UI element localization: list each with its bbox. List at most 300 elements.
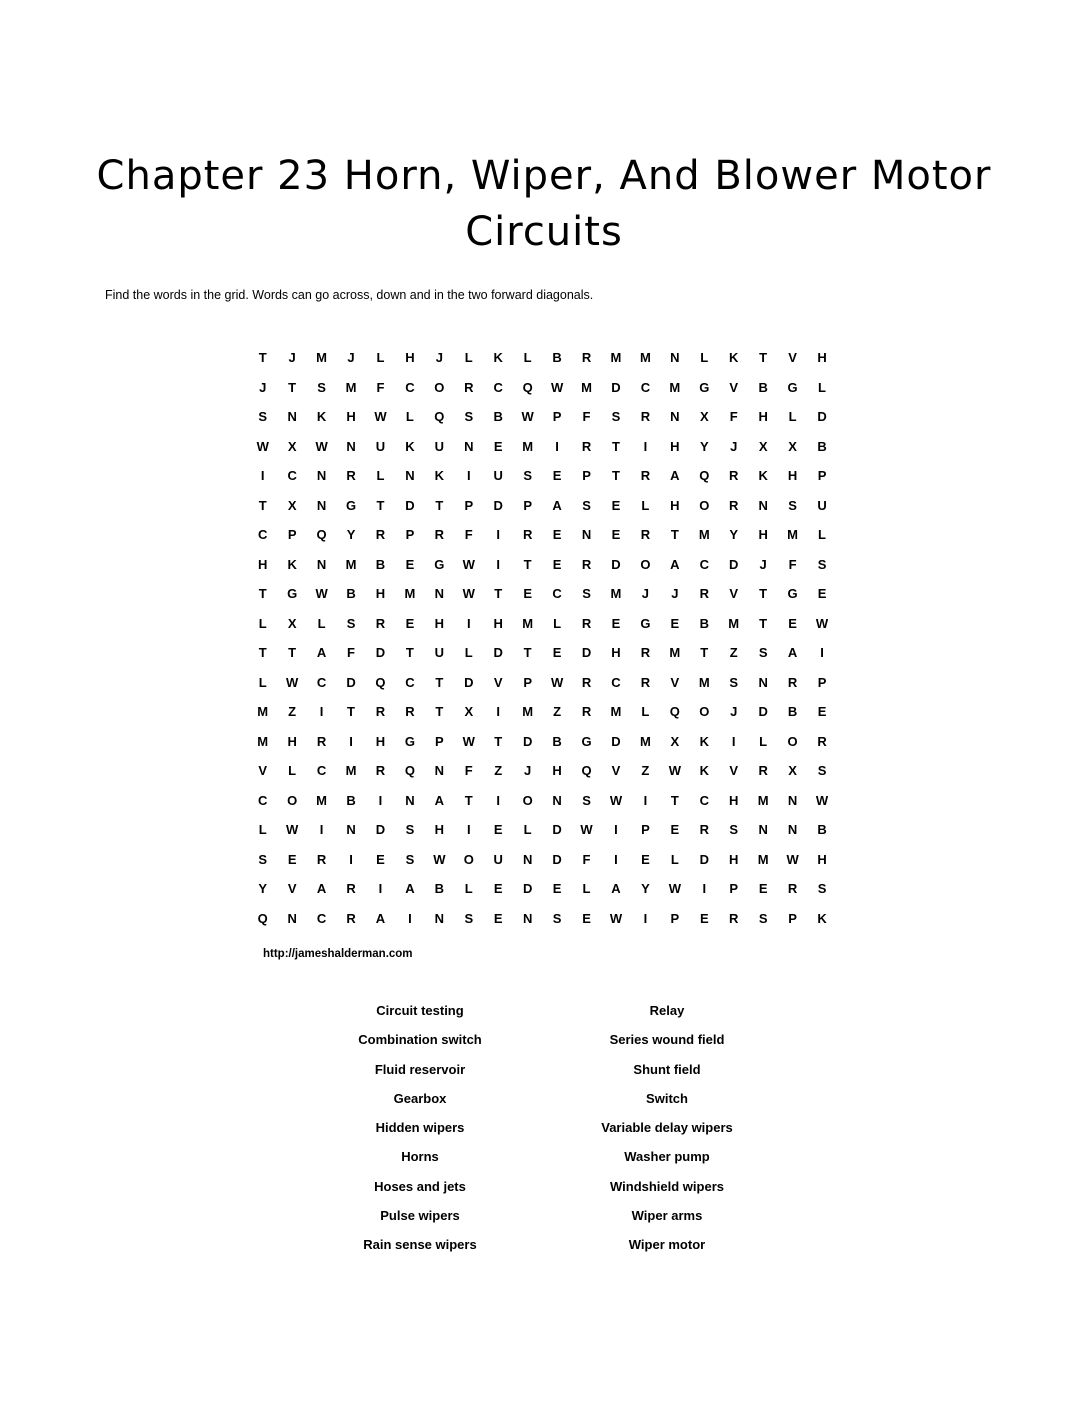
grid-cell: E [788, 615, 797, 631]
grid-cell: H [434, 615, 445, 631]
grid-cell: I [349, 733, 353, 749]
grid-cell: U [375, 438, 386, 454]
grid-cell: B [758, 379, 768, 395]
grid-cell: B [346, 792, 356, 808]
grid-cell: I [614, 851, 618, 867]
grid-cell: W [286, 674, 299, 690]
grid-cell: B [552, 350, 562, 366]
grid-cell: J [641, 586, 650, 602]
grid-cell: H [729, 792, 739, 808]
page-title [0, 148, 1088, 260]
grid-cell: R [581, 556, 592, 572]
grid-cell: H [611, 645, 621, 661]
grid-cell: Y [641, 881, 650, 897]
grid-cell: C [287, 468, 297, 484]
grid-cell: H [729, 851, 739, 867]
grid-cell: I [496, 792, 501, 808]
grid-cell: K [817, 910, 827, 926]
grid-cell: T [494, 586, 503, 602]
grid-cell: W [315, 438, 328, 454]
grid-cell: D [522, 733, 533, 749]
grid-cell: O [463, 851, 474, 867]
grid-cell: S [258, 409, 268, 425]
grid-cell: M [669, 645, 681, 661]
grid-cell: B [346, 586, 356, 602]
grid-cell: L [582, 881, 591, 897]
grid-cell: H [817, 851, 827, 867]
grid-cell: D [522, 881, 533, 897]
grid-cell: R [375, 704, 386, 720]
grid-cell: E [493, 910, 503, 926]
grid-cell: I [496, 527, 501, 543]
grid-cell: H [258, 556, 268, 572]
grid-cell: Q [404, 763, 415, 779]
grid-cell: P [670, 910, 680, 926]
word-list-item: Hidden wipers [375, 1120, 465, 1136]
grid-cell: L [317, 615, 326, 631]
grid-cell: S [758, 645, 768, 661]
grid-cell: F [464, 763, 473, 779]
grid-cell: E [641, 851, 650, 867]
grid-cell: N [787, 792, 798, 808]
grid-cell: V [729, 763, 739, 779]
grid-cell: E [376, 851, 385, 867]
grid-cell: M [522, 704, 534, 720]
grid-cell: M [316, 350, 328, 366]
grid-cell: L [258, 615, 267, 631]
grid-cell: M [757, 851, 769, 867]
grid-cell: Y [346, 527, 356, 543]
grid-cell: P [523, 674, 532, 690]
grid-cell: T [611, 468, 620, 484]
grid-cell: R [375, 763, 386, 779]
grid-cell: E [758, 881, 768, 897]
grid-cell: K [493, 350, 503, 366]
grid-cell: B [817, 438, 827, 454]
grid-cell: D [611, 379, 621, 395]
grid-cell: G [345, 497, 357, 513]
grid-cell: L [464, 645, 473, 661]
grid-cell: E [611, 615, 621, 631]
grid-cell: K [434, 468, 445, 484]
grid-cell: D [464, 674, 474, 690]
grid-cell: N [287, 910, 297, 926]
grid-cell: N [434, 763, 445, 779]
grid-cell: L [759, 733, 768, 749]
grid-cell: U [434, 645, 445, 661]
grid-cell: X [788, 438, 797, 454]
grid-cell: L [670, 851, 679, 867]
grid-cell: D [817, 409, 827, 425]
grid-cell: P [405, 527, 415, 543]
grid-cell: C [316, 763, 327, 779]
grid-cell: D [611, 733, 621, 749]
grid-cell: R [787, 881, 798, 897]
grid-cell: N [316, 497, 327, 513]
grid-cell: W [550, 379, 564, 395]
grid-cell: N [522, 910, 533, 926]
word-list-item: Gearbox [393, 1090, 447, 1106]
grid-cell: S [405, 851, 415, 867]
grid-cell: I [643, 792, 648, 808]
grid-cell: W [668, 881, 681, 897]
grid-cell: B [787, 704, 798, 720]
grid-cell: T [258, 586, 267, 602]
grid-cell: T [258, 645, 267, 661]
grid-cell: C [699, 792, 709, 808]
grid-cell: Z [641, 763, 650, 779]
grid-cell: W [433, 851, 446, 867]
grid-cell: S [464, 910, 474, 926]
grid-cell: M [639, 733, 651, 749]
grid-cell: I [408, 910, 412, 926]
grid-cell: K [758, 468, 768, 484]
grid-cell: Z [729, 645, 738, 661]
grid-cell: B [493, 409, 503, 425]
grid-cell: R [464, 379, 474, 395]
grid-cell: A [787, 645, 798, 661]
grid-cell: N [758, 822, 768, 838]
grid-cell: M [610, 586, 622, 602]
grid-cell: A [405, 881, 415, 897]
grid-cell: T [759, 350, 768, 366]
grid-cell: S [552, 910, 562, 926]
grid-cell: P [552, 409, 562, 425]
grid-cell: E [552, 527, 562, 543]
grid-cell: M [757, 792, 769, 808]
grid-cell: M [610, 350, 622, 366]
grid-cell: V [788, 350, 797, 366]
grid-cell: I [378, 881, 383, 897]
grid-cell: X [699, 409, 709, 425]
grid-cell: N [758, 497, 768, 513]
grid-cell: N [758, 674, 768, 690]
grid-cell: Q [522, 379, 533, 395]
grid-cell: W [815, 792, 829, 808]
grid-cell: E [611, 497, 621, 513]
grid-cell: L [464, 350, 473, 366]
grid-cell: H [787, 468, 798, 484]
page-title-line2: Circuits [465, 209, 623, 255]
grid-cell: S [817, 881, 827, 897]
grid-cell: L [376, 350, 385, 366]
grid-cell: V [729, 379, 739, 395]
grid-cell: R [729, 910, 739, 926]
grid-cell: H [287, 733, 297, 749]
grid-cell: V [729, 586, 739, 602]
grid-cell: A [316, 645, 327, 661]
grid-cell: L [641, 497, 650, 513]
grid-cell: R [581, 615, 592, 631]
grid-cell: P [523, 497, 532, 513]
grid-cell: I [466, 615, 471, 631]
grid-cell: W [609, 910, 623, 926]
grid-cell: R [346, 881, 356, 897]
grid-cell: F [582, 851, 591, 867]
grid-cell: B [552, 733, 562, 749]
grid-cell: R [787, 674, 798, 690]
grid-cell: E [670, 615, 680, 631]
grid-cell: Q [257, 910, 268, 926]
grid-cell: E [552, 556, 562, 572]
grid-cell: B [375, 556, 386, 572]
grid-cell: X [287, 438, 297, 454]
grid-cell: X [287, 615, 297, 631]
grid-cell: N [346, 822, 356, 838]
grid-cell: O [699, 497, 710, 513]
grid-cell: T [288, 379, 297, 395]
grid-cell: N [670, 350, 680, 366]
word-list-item: Windshield wipers [609, 1178, 724, 1194]
grid-cell: N [405, 468, 415, 484]
grid-cell: Z [494, 763, 503, 779]
grid-cell: W [521, 409, 534, 425]
grid-cell: Q [375, 674, 386, 690]
grid-cell: M [404, 586, 416, 602]
grid-cell: S [582, 792, 591, 808]
grid-cell: T [435, 674, 444, 690]
grid-cell: R [375, 615, 386, 631]
grid-cell: W [550, 674, 564, 690]
grid-cell: N [434, 586, 445, 602]
grid-cell: C [258, 792, 268, 808]
grid-cell: R [640, 674, 651, 690]
grid-cell: B [434, 881, 445, 897]
grid-cell: U [434, 438, 445, 454]
grid-cell: L [258, 674, 267, 690]
grid-cell: V [611, 763, 621, 779]
grid-cell: F [729, 409, 738, 425]
grid-cell: S [788, 497, 797, 513]
grid-cell: P [464, 497, 474, 513]
word-list-item: Rain sense wipers [363, 1237, 477, 1253]
grid-cell: O [287, 792, 298, 808]
grid-cell: S [317, 379, 326, 395]
grid-cell: C [611, 674, 621, 690]
source-url: http://jameshalderman.com [263, 948, 413, 960]
grid-cell: X [758, 438, 768, 454]
grid-cell: B [699, 615, 709, 631]
grid-cell: I [731, 733, 736, 749]
grid-cell: D [611, 556, 621, 572]
grid-cell: D [375, 645, 386, 661]
grid-cell: Y [258, 881, 268, 897]
grid-cell: R [316, 733, 327, 749]
grid-cell: E [611, 527, 621, 543]
grid-cell: R [346, 468, 356, 484]
grid-cell: C [405, 379, 415, 395]
grid-cell: E [552, 645, 562, 661]
grid-cell: M [639, 350, 651, 366]
grid-cell: H [817, 350, 827, 366]
grid-cell: A [611, 881, 621, 897]
grid-cell: Z [288, 704, 297, 720]
grid-cell: W [580, 822, 593, 838]
grid-cell: V [493, 674, 503, 690]
grid-cell: F [464, 527, 473, 543]
grid-cell: P [435, 733, 444, 749]
grid-cell: D [405, 497, 415, 513]
grid-cell: I [378, 792, 383, 808]
grid-cell: W [256, 438, 269, 454]
grid-cell: Q [669, 704, 680, 720]
grid-cell: N [405, 792, 415, 808]
grid-cell: R [405, 704, 415, 720]
grid-cell: G [287, 586, 298, 602]
word-list-item: Switch [646, 1090, 688, 1106]
grid-cell: L [788, 409, 797, 425]
grid-cell: U [493, 851, 503, 867]
grid-cell: S [817, 763, 827, 779]
grid-cell: B [817, 822, 827, 838]
grid-cell: N [316, 468, 327, 484]
grid-cell: L [288, 763, 297, 779]
grid-cell: S [582, 586, 591, 602]
grid-cell: E [493, 438, 503, 454]
grid-cell: T [405, 645, 414, 661]
grid-cell: M [698, 674, 710, 690]
grid-cell: T [700, 645, 709, 661]
grid-cell: M [345, 763, 357, 779]
grid-cell: N [316, 556, 327, 572]
grid-cell: A [316, 881, 327, 897]
grid-cell: T [288, 645, 297, 661]
grid-cell: T [376, 497, 385, 513]
grid-cell: H [670, 438, 680, 454]
grid-cell: R [581, 350, 592, 366]
grid-cell: T [759, 586, 768, 602]
grid-cell: E [493, 881, 503, 897]
grid-cell: Y [699, 438, 709, 454]
grid-cell: I [614, 822, 618, 838]
grid-cell: Z [553, 704, 562, 720]
grid-cell: H [758, 527, 768, 543]
word-list-item: Horns [401, 1149, 439, 1165]
grid-cell: I [643, 438, 648, 454]
grid-cell: T [258, 350, 267, 366]
grid-cell: E [699, 910, 709, 926]
grid-cell: J [288, 350, 296, 366]
grid-cell: P [729, 881, 739, 897]
grid-cell: E [817, 704, 827, 720]
grid-cell: D [346, 674, 356, 690]
grid-cell: R [758, 763, 768, 779]
grid-cell: L [405, 409, 414, 425]
grid-cell: Q [581, 763, 592, 779]
grid-cell: T [611, 438, 620, 454]
grid-cell: J [730, 704, 738, 720]
grid-cell: T [523, 556, 532, 572]
grid-cell: W [374, 409, 387, 425]
grid-cell: R [817, 733, 827, 749]
grid-cell: W [462, 586, 475, 602]
grid-cell: W [786, 851, 799, 867]
grid-cell: E [552, 881, 562, 897]
grid-cell: D [758, 704, 768, 720]
grid-cell: I [496, 556, 501, 572]
grid-cell: R [581, 438, 592, 454]
grid-cell: E [405, 556, 415, 572]
grid-cell: U [817, 497, 827, 513]
grid-cell: V [670, 674, 680, 690]
grid-cell: P [641, 822, 650, 838]
grid-cell: N [581, 527, 592, 543]
grid-cell: R [581, 704, 592, 720]
grid-cell: M [316, 792, 328, 808]
grid-cell: T [670, 792, 679, 808]
grid-cell: L [700, 350, 709, 366]
grid-cell: R [640, 645, 651, 661]
grid-cell: J [759, 556, 767, 572]
grid-cell: I [260, 468, 265, 484]
grid-cell: N [787, 822, 798, 838]
grid-cell: K [287, 556, 297, 572]
grid-cell: L [818, 379, 826, 395]
grid-cell: X [464, 704, 474, 720]
grid-cell: W [668, 763, 681, 779]
grid-cell: Q [434, 409, 445, 425]
grid-cell: I [555, 438, 559, 454]
grid-cell: H [346, 409, 356, 425]
grid-cell: T [347, 704, 355, 720]
grid-cell: C [258, 527, 268, 543]
grid-cell: G [699, 379, 710, 395]
grid-cell: S [758, 910, 768, 926]
word-list-item: Hoses and jets [374, 1178, 466, 1194]
word-list-item: Combination switch [358, 1032, 482, 1048]
grid-cell: C [316, 674, 327, 690]
grid-cell: J [730, 438, 738, 454]
grid-cell: P [582, 468, 591, 484]
grid-cell: N [434, 910, 445, 926]
word-list-item: Fluid reservoir [374, 1061, 466, 1077]
instructions-text: Find the words in the grid. Words can go across, down and in the two forward diagonals. [105, 288, 594, 302]
grid-cell: W [815, 615, 829, 631]
grid-cell: E [552, 468, 562, 484]
grid-cell: H [405, 350, 415, 366]
grid-cell: S [464, 409, 474, 425]
grid-cell: D [552, 822, 562, 838]
grid-cell: M [581, 379, 592, 395]
grid-cell: I [496, 704, 501, 720]
grid-cell: I [643, 910, 648, 926]
grid-cell: X [670, 733, 680, 749]
word-list-item: Pulse wipers [380, 1207, 460, 1223]
grid-cell: H [758, 409, 768, 425]
grid-cell: M [345, 379, 357, 395]
grid-cell: S [405, 822, 415, 838]
grid-cell: W [462, 733, 475, 749]
grid-cell: R [640, 468, 651, 484]
grid-cell: X [287, 497, 297, 513]
grid-cell: L [376, 468, 385, 484]
word-list-item: Variable delay wipers [601, 1120, 733, 1136]
grid-cell: T [464, 792, 473, 808]
grid-cell: L [258, 822, 267, 838]
grid-cell: L [818, 527, 826, 543]
grid-cell: M [345, 556, 357, 572]
grid-cell: R [640, 409, 651, 425]
grid-cell: W [609, 792, 623, 808]
grid-cell: G [434, 556, 445, 572]
grid-cell: V [258, 763, 268, 779]
grid-cell: J [259, 379, 267, 395]
word-list-item: Relay [649, 1003, 685, 1019]
grid-cell: E [582, 910, 591, 926]
grid-cell: R [729, 468, 739, 484]
grid-cell: W [286, 822, 299, 838]
grid-cell: W [315, 586, 328, 602]
